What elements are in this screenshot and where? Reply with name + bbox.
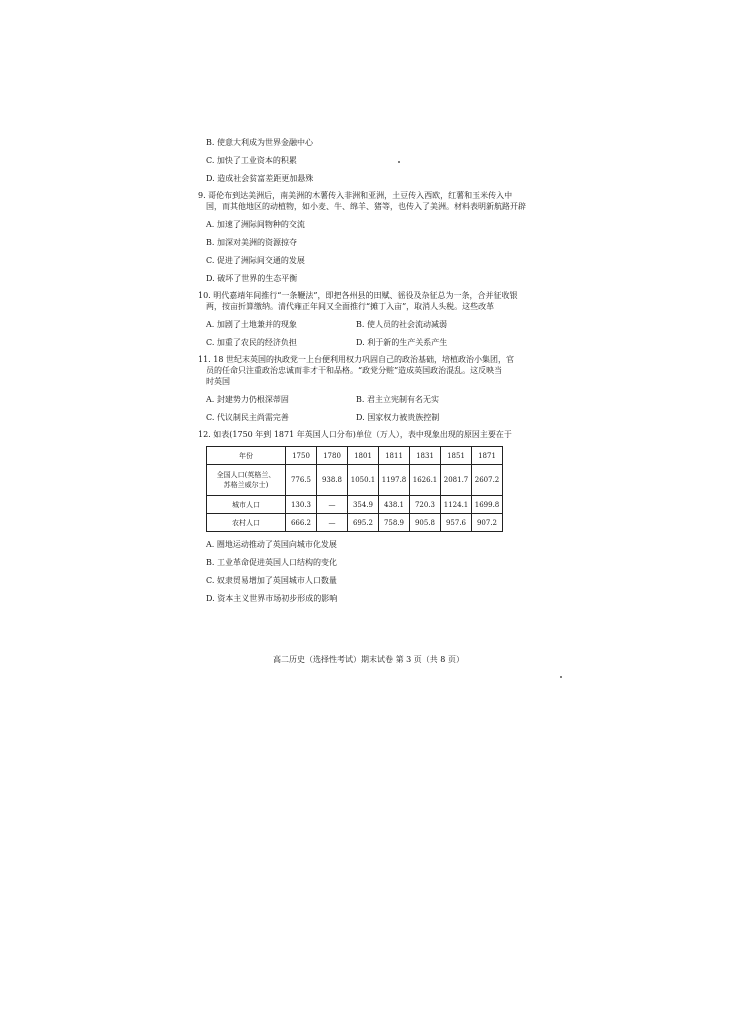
q11-stem-line-1: 11. 18 世纪末英国的执政党一上台便利用权力巩固自己的政治基础，培植政治小集团，官: [198, 355, 514, 364]
table-row-national: [207, 465, 503, 496]
q9-option-c: C. 促进了洲际间交通的发展: [206, 256, 305, 265]
table-year-cell: 1871: [472, 447, 503, 465]
table-cell: 1197.8: [379, 465, 410, 496]
table-row-label: 城市人口: [207, 496, 286, 514]
table-row-label: [207, 465, 286, 496]
table-cell: 1626.1: [410, 465, 441, 496]
table-cell: 905.8: [410, 514, 441, 532]
table-row-label: 农村人口: [207, 514, 286, 532]
table-cell: 907.2: [472, 514, 503, 532]
q10-option-d: D. 利于新的生产关系产生: [356, 338, 448, 347]
page-footer: 高二历史（选择性考试）期末试卷 第 3 页（共 8 页）: [273, 655, 464, 664]
table-cell: 776.5: [286, 465, 317, 496]
q10-options-row-2: [198, 337, 518, 348]
q11-option-c: C. 代议制民主尚需完善: [206, 413, 289, 422]
table-cell: 1050.1: [348, 465, 379, 496]
q12-option-b: B. 工业革命促进英国人口结构的变化: [206, 558, 337, 567]
question-10: [198, 290, 518, 348]
q10-stem-line-1: 10. 明代嘉靖年间推行“一条鞭法”，即把各州县的田赋、徭役及杂征总为一条，合并征收银: [198, 291, 518, 300]
table-cell: —: [317, 514, 348, 532]
table-cell: 938.8: [317, 465, 348, 496]
q11-option-d: D. 国家权力被贵族控制: [356, 413, 440, 422]
q9-option-d: D. 破坏了世界的生态平衡: [206, 274, 298, 283]
table-year-cell: 1811: [379, 447, 410, 465]
q11-option-a: A. 封建势力仍根深蒂固: [206, 395, 289, 404]
q9-option-b: B. 加深对美洲的资源掠夺: [206, 238, 297, 247]
table-cell: —: [317, 496, 348, 514]
q12-option-c: C. 奴隶贸易增加了英国城市人口数量: [206, 576, 337, 585]
q10-stem-line-2: 两，按亩折算缴纳。清代雍正年间又全面推行“摊丁入亩”，取消人头税。这些改革: [206, 302, 495, 311]
question-12: [198, 429, 518, 604]
q12-option-a: A. 圈地运动推动了英国向城市化发展: [206, 540, 337, 549]
page-content: [198, 137, 526, 604]
table-cell: 957.6: [441, 514, 472, 532]
q9-stem-line-1: 9. 哥伦布到达美洲后，南美洲的木薯传入非洲和亚洲，土豆传入西欧，红薯和玉米传入中: [198, 191, 513, 200]
q8-option-d: D. 造成社会贫富差距更加悬殊: [206, 174, 314, 183]
table-year-cell: 1750: [286, 447, 317, 465]
table-cell: 695.2: [348, 514, 379, 532]
q8-options: [198, 137, 518, 184]
q12-stem: 12. 如表(1750 年到 1871 年英国人口分布)单位（万人），表中现象出现的原因主要在于: [198, 430, 512, 439]
q11-options-row-1: [198, 394, 518, 405]
table-cell: 1699.8: [472, 496, 503, 514]
q12-option-d: D. 资本主义世界市场初步形成的影响: [206, 594, 338, 603]
q10-option-b: B. 使人员的社会流动减弱: [356, 320, 447, 329]
q9-stem-line-2: 国，而其他地区的动植物，如小麦、牛、绵羊、猪等，也传入了美洲。材料表明新航路开辟: [206, 202, 526, 211]
table-year-cell: 1851: [441, 447, 472, 465]
table-cell: 720.3: [410, 496, 441, 514]
q8-option-b: B. 使意大利成为世界金融中心: [206, 138, 313, 147]
table-cell: 354.9: [348, 496, 379, 514]
question-9: [198, 190, 526, 284]
table-year-cell: 1801: [348, 447, 379, 465]
table-row-urban: [207, 496, 503, 514]
q10-options-row-1: [198, 319, 518, 330]
q11-option-b: B. 君主立宪制有名无实: [356, 395, 439, 404]
row-label-line: 全国人口(英格兰、: [216, 471, 276, 479]
table-cell: 438.1: [379, 496, 410, 514]
scan-speck: [560, 676, 562, 678]
table-cell: 2607.2: [472, 465, 503, 496]
population-table: [206, 446, 503, 532]
q10-option-c: C. 加重了农民的经济负担: [206, 338, 297, 347]
q10-option-a: A. 加剧了土地兼并的现象: [206, 320, 297, 329]
table-header-label: 年份: [207, 447, 286, 465]
table-year-cell: 1831: [410, 447, 441, 465]
table-cell: 2081.7: [441, 465, 472, 496]
q11-stem-line-3: 时英国: [206, 377, 230, 386]
table-cell: 1124.1: [441, 496, 472, 514]
q11-options-row-2: [198, 412, 518, 423]
q9-option-a: A. 加速了洲际间物种的交流: [206, 220, 305, 229]
q8-option-c: C. 加快了工业资本的积累: [206, 156, 297, 165]
table-cell: 758.9: [379, 514, 410, 532]
q11-stem-line-2: 员的任命只注重政治忠诚而非才干和品格。“政党分赃”造成英国政治混乱。这反映当: [206, 366, 503, 375]
table-cell: 666.2: [286, 514, 317, 532]
question-11: [198, 354, 518, 423]
table-row-rural: [207, 514, 503, 532]
table-year-cell: 1780: [317, 447, 348, 465]
table-cell: 130.3: [286, 496, 317, 514]
table-header-row: [207, 447, 503, 465]
row-label-line: 苏格兰威尔士): [223, 481, 269, 489]
